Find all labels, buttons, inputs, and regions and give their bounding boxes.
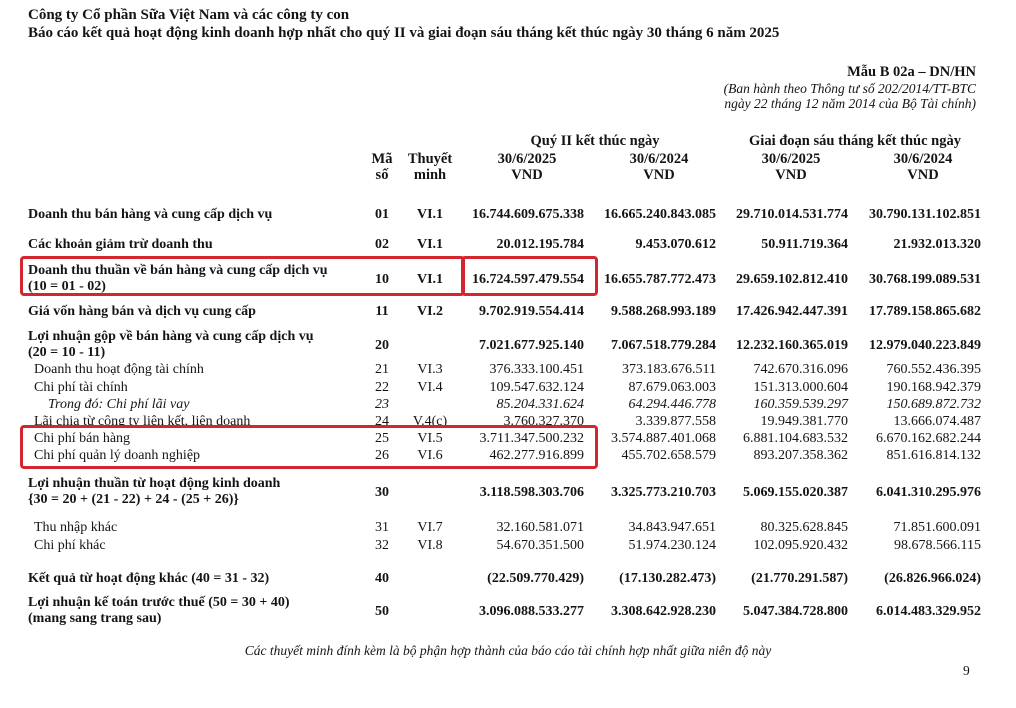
row-label: Thu nhập khác — [34, 520, 118, 535]
row-label: Trong đó: Chi phí lãi vay — [48, 397, 190, 412]
row-note: VI.3 — [417, 362, 443, 377]
value-q2-2024: 7.067.518.779.284 — [611, 338, 716, 353]
value-h1-2024: 30.790.131.102.851 — [869, 207, 981, 222]
group-header-h1: Giai đoạn sáu tháng kết thúc ngày — [749, 133, 961, 149]
value-q2-2024: 373.183.676.511 — [622, 362, 716, 377]
col-header-note: Thuyết minh — [407, 151, 453, 183]
value-q2-2024: 64.294.446.778 — [628, 397, 716, 412]
value-q2-2024: 9.453.070.612 — [635, 237, 716, 252]
value-h1-2024: (26.826.966.024) — [884, 571, 981, 586]
value-h1-2025: 102.095.920.432 — [753, 538, 848, 553]
value-q2-2024: 3.308.642.928.230 — [611, 604, 716, 619]
value-q2-2024: 3.325.773.210.703 — [611, 485, 716, 500]
value-h1-2024: 150.689.872.732 — [886, 397, 981, 412]
value-h1-2025: 893.207.358.362 — [753, 448, 848, 463]
value-h1-2024: 760.552.436.395 — [886, 362, 981, 377]
row-note: VI.2 — [416, 304, 444, 319]
value-q2-2025: 16.724.597.479.554 — [472, 272, 584, 287]
value-q2-2024: 3.574.887.401.068 — [611, 431, 716, 446]
row-note: VI.1 — [416, 237, 444, 252]
row-code: 22 — [375, 380, 389, 395]
highlight-box-net-revenue-label — [20, 256, 465, 296]
value-q2-2024: 3.339.877.558 — [635, 414, 716, 429]
row-code: 11 — [375, 304, 389, 319]
value-q2-2024: 9.588.268.993.189 — [611, 304, 716, 319]
value-q2-2024: 455.702.658.579 — [621, 448, 716, 463]
form-code: Mẫu B 02a – DN/HN — [847, 64, 976, 80]
value-q2-2024: 87.679.063.003 — [628, 380, 716, 395]
value-h1-2025: 160.359.539.297 — [753, 397, 848, 412]
row-code: 10 — [375, 272, 389, 287]
value-q2-2025: 462.277.916.899 — [489, 448, 584, 463]
value-h1-2025: 29.710.014.531.774 — [736, 207, 848, 222]
value-q2-2025: 3.711.347.500.232 — [479, 431, 584, 446]
highlight-box-net-revenue-value — [461, 256, 598, 296]
row-label: Doanh thu bán hàng và cung cấp dịch vụ — [28, 207, 273, 222]
row-code: 23 — [375, 397, 389, 412]
row-note: VI.4 — [417, 380, 443, 395]
value-h1-2024: 30.768.199.089.531 — [869, 272, 981, 287]
row-code: 02 — [375, 237, 389, 252]
value-q2-2025: 54.670.351.500 — [496, 538, 584, 553]
row-code: 01 — [375, 207, 389, 222]
row-code: 20 — [375, 338, 389, 353]
value-q2-2025: 9.702.919.554.414 — [479, 304, 584, 319]
value-h1-2025: 6.881.104.683.532 — [743, 431, 848, 446]
value-q2-2025: 3.760.327.370 — [503, 414, 584, 429]
issued-note-line2: ngày 22 tháng 12 năm 2014 của Bộ Tài chính) — [724, 96, 976, 111]
value-q2-2024: 16.655.787.772.473 — [604, 272, 716, 287]
row-note: VI.8 — [417, 538, 443, 553]
value-h1-2025: 12.232.160.365.019 — [736, 338, 848, 353]
row-code: 32 — [375, 538, 389, 553]
value-h1-2024: 98.678.566.115 — [894, 538, 981, 553]
value-h1-2024: 6.014.483.329.952 — [876, 604, 981, 619]
row-code: 50 — [375, 604, 389, 619]
row-note: VI.1 — [416, 272, 444, 287]
row-code: 31 — [375, 520, 389, 535]
row-formula: (20 = 10 - 11) — [28, 345, 106, 360]
value-h1-2025: (21.770.291.587) — [751, 571, 848, 586]
value-q2-2024: 51.974.230.124 — [628, 538, 716, 553]
row-label: Lợi nhuận gộp về bán hàng và cung cấp dịch vụ — [28, 329, 314, 344]
value-h1-2024: 12.979.040.223.849 — [869, 338, 981, 353]
row-code: 26 — [375, 448, 389, 463]
row-code: 21 — [375, 362, 389, 377]
row-note: VI.6 — [417, 448, 443, 463]
group-header-q2: Quý II kết thúc ngày — [530, 133, 660, 149]
report-title: Báo cáo kết quả hoạt động kinh doanh hợp nhất cho quý II và giai đoạn sáu tháng kết thúc ngày 30 tháng 6 năm 2025 — [28, 25, 780, 41]
row-label: Chi phí bán hàng — [34, 431, 131, 446]
row-label: Chi phí khác — [34, 538, 106, 553]
value-q2-2024: 34.843.947.651 — [628, 520, 716, 535]
value-h1-2025: 50.911.719.364 — [761, 237, 848, 252]
value-h1-2025: 742.670.316.096 — [753, 362, 848, 377]
value-q2-2025: 3.118.598.303.706 — [479, 485, 584, 500]
row-label: Kết quả từ hoạt động khác (40 = 31 - 32) — [28, 571, 270, 586]
value-h1-2025: 80.325.628.845 — [760, 520, 848, 535]
value-h1-2025: 151.313.000.604 — [753, 380, 848, 395]
row-code: 24 — [375, 414, 389, 429]
company-name: Công ty Cổ phần Sữa Việt Nam và các công ty con — [28, 7, 350, 23]
page-number: 9 — [963, 663, 970, 678]
row-label: Doanh thu thuần về bán hàng và cung cấp dịch vụ — [28, 263, 328, 278]
row-code: 25 — [375, 431, 389, 446]
value-q2-2025: 376.333.100.451 — [489, 362, 584, 377]
value-h1-2025: 19.949.381.770 — [760, 414, 848, 429]
value-q2-2025: 85.204.331.624 — [496, 397, 584, 412]
value-h1-2024: 71.851.600.091 — [893, 520, 981, 535]
row-note-carry: (mang sang trang sau) — [28, 611, 162, 626]
value-q2-2024: (17.130.282.473) — [619, 571, 716, 586]
value-h1-2024: 13.666.074.487 — [893, 414, 981, 429]
value-h1-2024: 17.789.158.865.682 — [869, 304, 981, 319]
row-formula: (10 = 01 - 02) — [28, 279, 106, 294]
row-label: Lợi nhuận thuần từ hoạt động kinh doanh — [28, 476, 281, 491]
value-q2-2025: 109.547.632.124 — [489, 380, 584, 395]
value-h1-2024: 851.616.814.132 — [886, 448, 981, 463]
value-h1-2024: 6.670.162.682.244 — [876, 431, 981, 446]
row-label: Chi phí quản lý doanh nghiệp — [34, 448, 201, 463]
value-h1-2025: 17.426.942.447.391 — [736, 304, 848, 319]
col-header-q2-2024: 30/6/2024 VND — [629, 151, 689, 183]
value-h1-2024: 190.168.942.379 — [886, 380, 981, 395]
col-header-h1-2024: 30/6/2024 VND — [893, 151, 953, 183]
row-note: VI.7 — [417, 520, 443, 535]
row-label: Giá vốn hàng bán và dịch vụ cung cấp — [28, 304, 256, 319]
value-q2-2024: 16.665.240.843.085 — [604, 207, 716, 222]
value-q2-2025: 7.021.677.925.140 — [479, 338, 584, 353]
row-code: 40 — [375, 571, 389, 586]
value-h1-2025: 29.659.102.812.410 — [736, 272, 848, 287]
row-note: V.4(c) — [412, 414, 448, 429]
row-formula: {30 = 20 + (21 - 22) + 24 - (25 + 26)} — [28, 492, 239, 507]
row-label: Lợi nhuận kế toán trước thuế (50 = 30 + 40) — [28, 595, 290, 610]
value-h1-2025: 5.069.155.020.387 — [743, 485, 848, 500]
row-code: 30 — [375, 485, 389, 500]
row-label: Chi phí tài chính — [34, 380, 128, 395]
row-label: Doanh thu hoạt động tài chính — [34, 362, 204, 377]
footer-note: Các thuyết minh đính kèm là bộ phận hợp thành của báo cáo tài chính hợp nhất giữa niên độ này — [244, 643, 772, 658]
value-q2-2025: 20.012.195.784 — [496, 237, 584, 252]
row-note: VI.1 — [416, 207, 444, 222]
col-header-code: Mã số — [371, 151, 393, 183]
value-h1-2024: 6.041.310.295.976 — [876, 485, 981, 500]
col-header-q2-2025: 30/6/2025 VND — [497, 151, 557, 183]
value-h1-2024: 21.932.013.320 — [893, 237, 981, 252]
value-q2-2025: (22.509.770.429) — [487, 571, 584, 586]
value-q2-2025: 3.096.088.533.277 — [479, 604, 584, 619]
row-label: Các khoản giảm trừ doanh thu — [28, 237, 213, 252]
value-q2-2025: 16.744.609.675.338 — [472, 207, 584, 222]
row-note: VI.5 — [417, 431, 443, 446]
value-h1-2025: 5.047.384.728.800 — [743, 604, 848, 619]
highlight-box-expenses — [20, 425, 598, 469]
issued-note-line1: (Ban hành theo Thông tư số 202/2014/TT-BTC — [723, 81, 976, 96]
value-q2-2025: 32.160.581.071 — [496, 520, 584, 535]
col-header-h1-2025: 30/6/2025 VND — [761, 151, 821, 183]
row-label: Lãi chia từ công ty liên kết, liên doanh — [34, 414, 251, 429]
